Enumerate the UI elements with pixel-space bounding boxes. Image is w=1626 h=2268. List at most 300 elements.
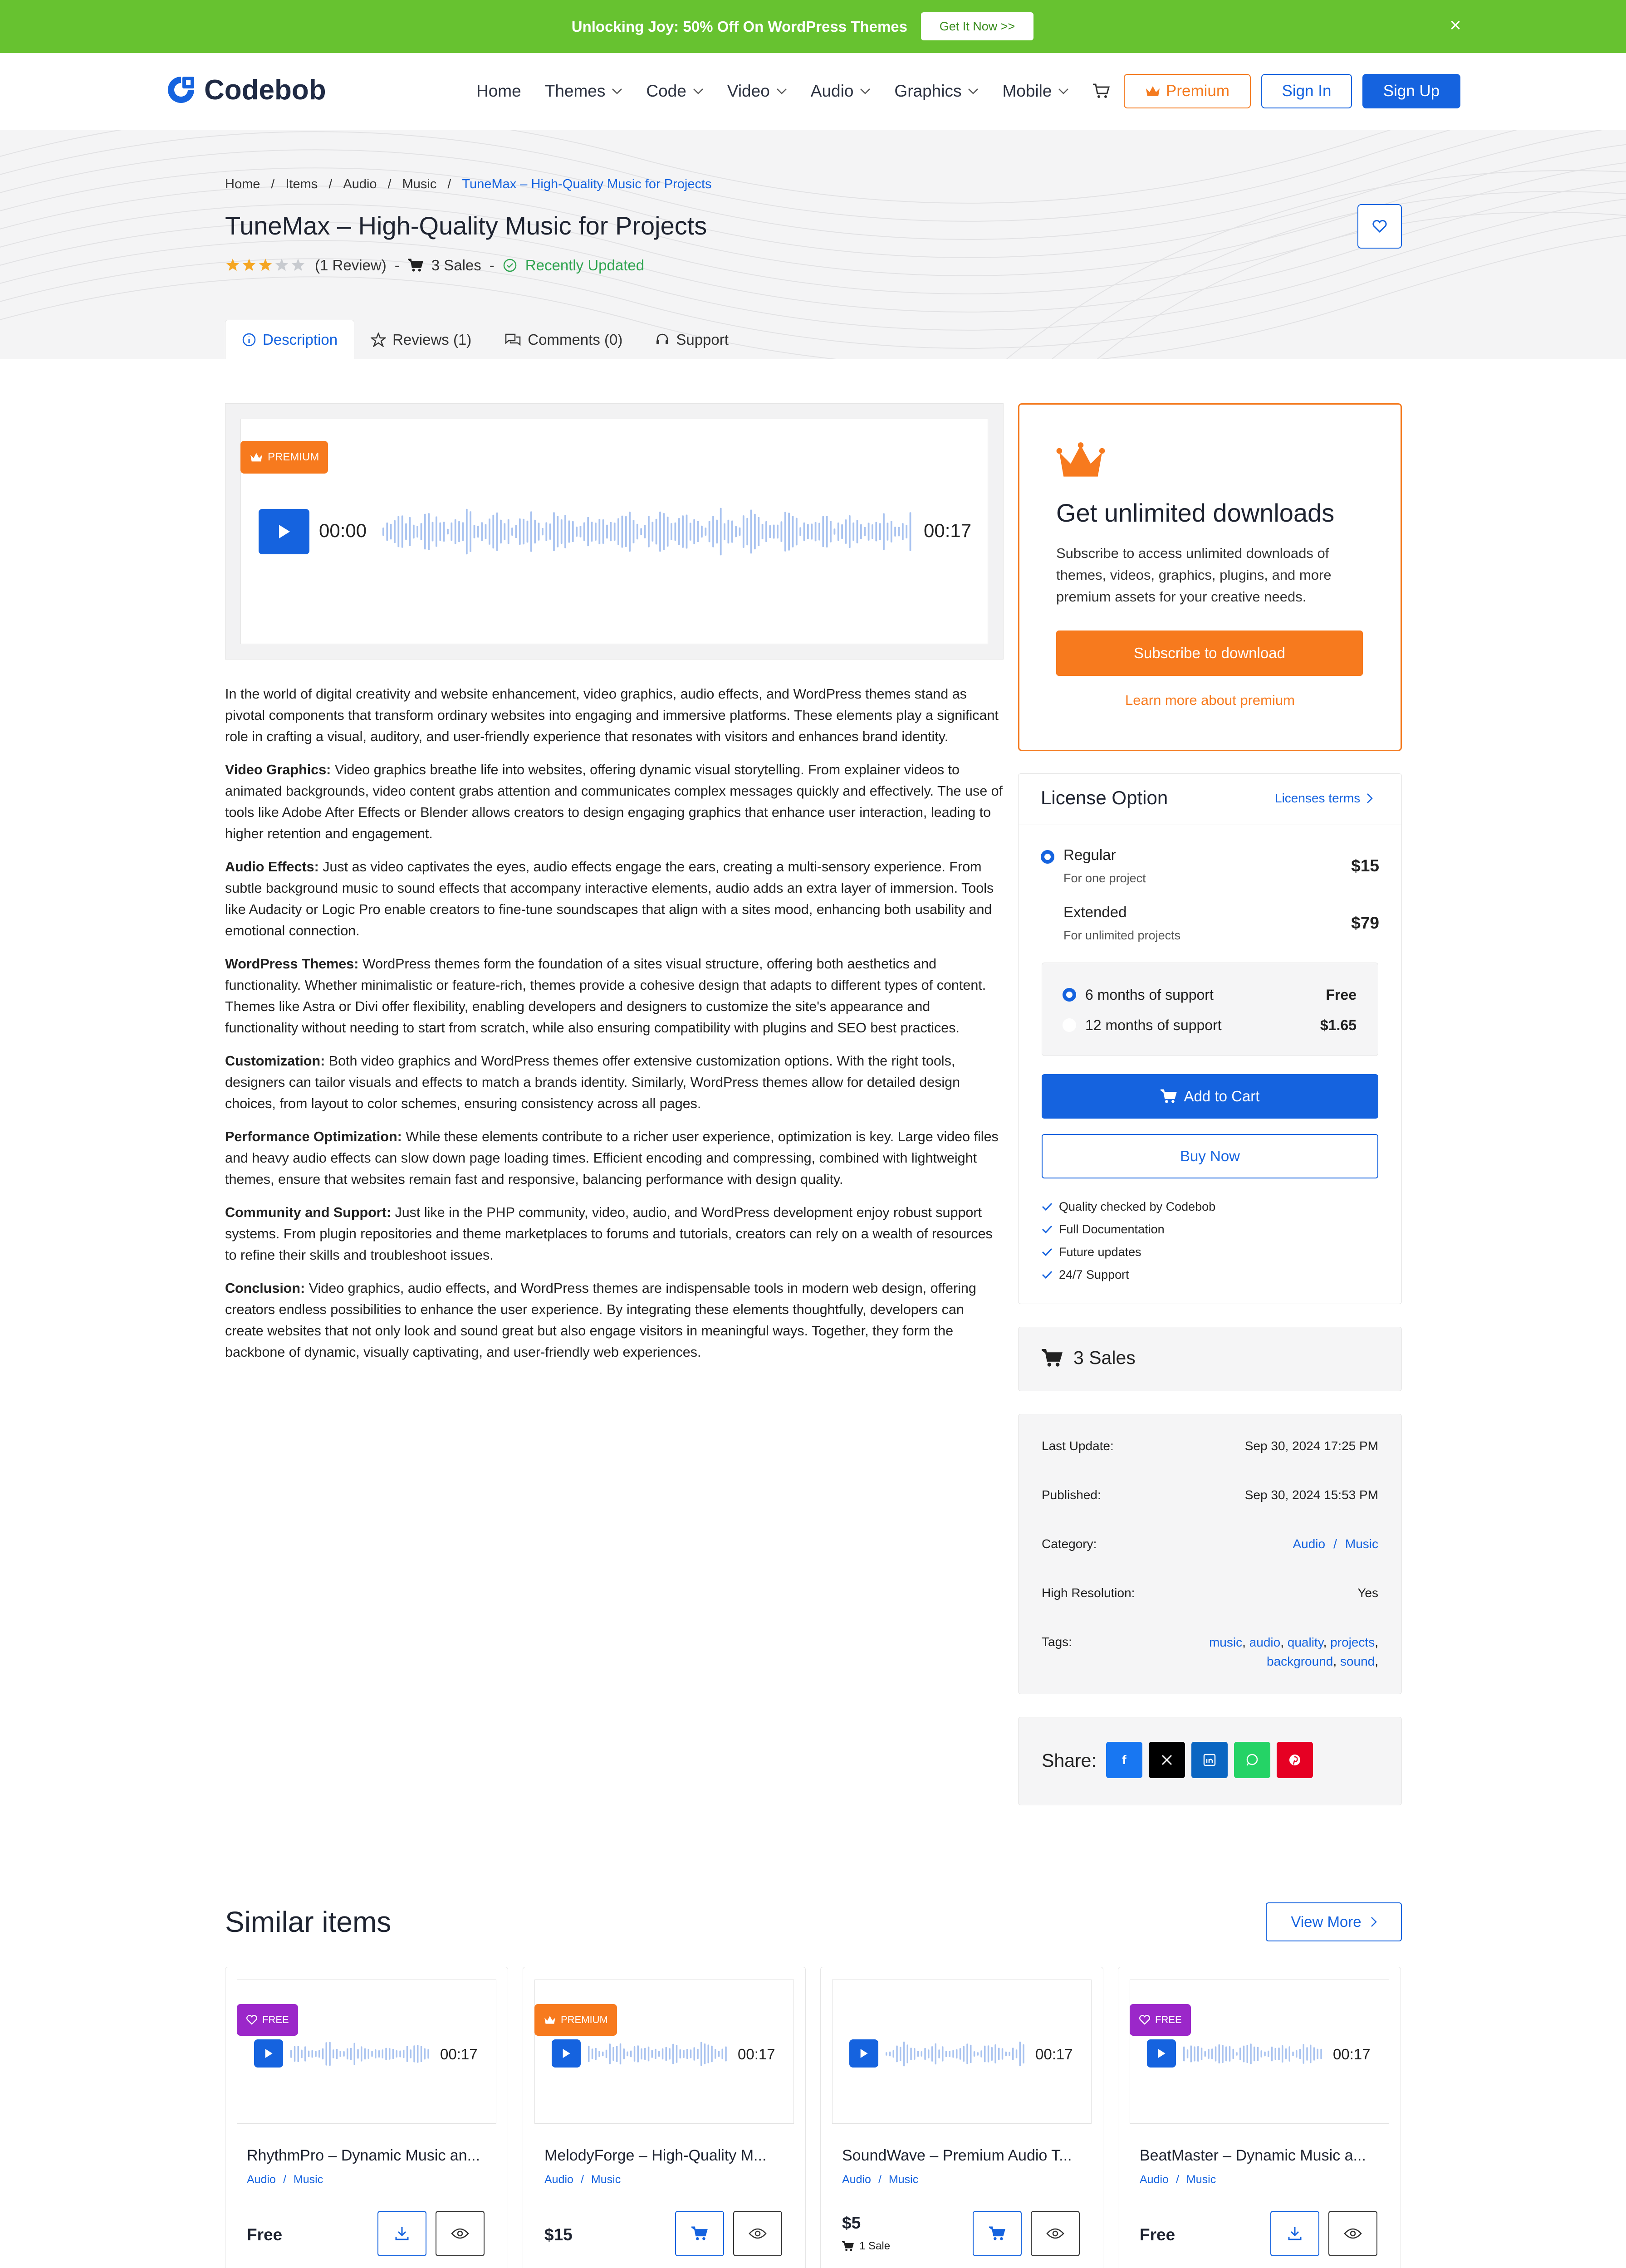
nav-video[interactable] <box>727 82 787 101</box>
waveform-bar <box>718 2051 720 2057</box>
crown-icon <box>544 2015 556 2025</box>
play-button[interactable] <box>1147 2039 1176 2068</box>
tab-description[interactable] <box>225 320 354 359</box>
waveform-bar <box>406 2046 408 2062</box>
description-section <box>225 856 1004 942</box>
waveform-bar <box>701 526 703 538</box>
play-button[interactable] <box>259 509 309 554</box>
feature-label: 24/7 Support <box>1059 1268 1129 1281</box>
waveform-bar <box>397 516 399 547</box>
breadcrumb-home[interactable]: Home <box>225 177 260 191</box>
close-icon[interactable]: × <box>1450 14 1461 36</box>
waveform-bar <box>436 517 437 547</box>
waveform-bar <box>903 2042 905 2067</box>
waveform-bar <box>807 524 809 539</box>
waveform-bar <box>758 517 759 546</box>
waveform-bar <box>432 522 434 542</box>
waveform-bar <box>392 2049 394 2059</box>
section-title: Performance Optimization: <box>225 1129 402 1144</box>
category-link[interactable]: Music <box>591 2173 621 2186</box>
detail-hires <box>1042 1586 1378 1600</box>
review-count[interactable]: (1 Review) <box>315 257 387 274</box>
preview-button[interactable] <box>1031 2211 1080 2256</box>
check-icon <box>1042 1270 1053 1279</box>
waveform-bar <box>891 521 892 543</box>
detail-last-update <box>1042 1439 1378 1453</box>
waveform-bar <box>690 2049 692 2058</box>
waveform-bar <box>1239 2048 1241 2060</box>
waveform-bar <box>1292 2052 1294 2056</box>
waveform-bar <box>1233 2049 1234 2059</box>
waveform-bar <box>743 515 744 548</box>
premium-title: Get unlimited downloads <box>1056 499 1335 527</box>
waveform-bar <box>602 2052 604 2057</box>
waveform-bar <box>598 519 600 544</box>
waveform-bar <box>991 2047 993 2061</box>
category-link[interactable]: Audio <box>247 2173 276 2186</box>
breadcrumb-current: TuneMax – High-Quality Music for Projects <box>462 177 712 191</box>
item-description <box>225 684 1004 1375</box>
duration: 00:17 <box>440 2046 478 2063</box>
badge-label: FREE <box>262 2014 289 2025</box>
waveform-bar <box>949 2051 951 2057</box>
breadcrumb <box>225 177 712 192</box>
waveform-bar <box>617 518 619 545</box>
waveform-bar <box>694 2047 695 2061</box>
waveform-bar <box>792 516 794 547</box>
support-options <box>1042 963 1378 1056</box>
buy-now-button[interactable]: Buy Now <box>1042 1134 1378 1178</box>
category-link[interactable]: Music <box>1345 1537 1378 1551</box>
category-link[interactable]: Music <box>1186 2173 1216 2186</box>
waveform-bar <box>711 2046 713 2063</box>
waveform-bar <box>576 527 578 537</box>
nav-graphics[interactable] <box>894 82 979 101</box>
waveform-bar <box>671 523 672 540</box>
waveform-bar <box>519 518 521 545</box>
waveform-bar <box>700 2042 702 2066</box>
waveform-bar <box>994 2044 996 2063</box>
category-link[interactable]: Audio <box>842 2173 871 2186</box>
waveform-bar <box>682 515 684 547</box>
waveform-bar <box>1303 2044 1305 2064</box>
play-button[interactable] <box>254 2039 283 2068</box>
waveform-bar <box>595 523 597 541</box>
detail-value: Yes <box>1357 1586 1378 1600</box>
download-icon <box>394 2226 410 2241</box>
chevron-down-icon <box>1058 88 1069 94</box>
waveform-bar <box>656 519 657 545</box>
waveform-bar <box>712 516 714 547</box>
waveform-bar <box>399 2051 401 2058</box>
chevron-down-icon <box>860 88 871 94</box>
premium-button[interactable] <box>1124 74 1251 108</box>
item-category <box>842 2173 918 2186</box>
waveform-bar <box>588 2046 590 2062</box>
waveform-bar <box>357 2049 359 2059</box>
share-facebook[interactable] <box>1106 1742 1142 1778</box>
waveform-bar <box>394 520 396 543</box>
waveform-bar <box>655 2049 656 2059</box>
waveform-bar <box>715 2049 716 2058</box>
tag-link[interactable]: sound <box>1340 1654 1375 1668</box>
waveform-bar <box>389 2048 391 2059</box>
support-price: Free <box>1326 987 1357 1003</box>
nav-themes[interactable] <box>545 82 623 101</box>
waveform-bar <box>1005 2052 1007 2057</box>
waveform-bar <box>409 517 411 546</box>
waveform-bar <box>683 2050 685 2058</box>
waveform-bar <box>405 523 407 540</box>
waveform-bar <box>910 2048 912 2060</box>
category-separator: / <box>878 2173 882 2186</box>
waveform-bar <box>1275 2048 1277 2060</box>
whatsapp-icon <box>1245 1753 1259 1767</box>
breadcrumb-audio[interactable]: Audio <box>343 177 377 191</box>
radio-regular[interactable] <box>1041 850 1054 864</box>
waveform-bar <box>1282 2045 1283 2063</box>
waveform-bar <box>1247 2045 1249 2063</box>
support-label: 6 months of support <box>1085 987 1214 1003</box>
tab-support[interactable] <box>639 320 745 359</box>
tab-comments[interactable] <box>488 320 639 359</box>
waveform-bar <box>658 2051 660 2057</box>
waveform-bar <box>697 521 699 542</box>
tag-link[interactable]: background <box>1267 1654 1333 1668</box>
license-name: Regular <box>1063 846 1116 863</box>
waveform-bar <box>686 515 688 549</box>
breadcrumb-separator: / <box>387 177 392 191</box>
breadcrumb-items[interactable]: Items <box>285 177 318 191</box>
waveform-bar <box>610 522 612 542</box>
category-link[interactable]: Music <box>888 2173 919 2186</box>
promo-button[interactable]: Get It Now >> <box>921 12 1033 40</box>
waveform-bar <box>788 513 790 551</box>
section-title: Conclusion: <box>225 1281 305 1296</box>
free-badge <box>1130 2004 1191 2036</box>
waveform-bar <box>902 523 904 540</box>
waveform-bar <box>591 522 593 542</box>
free-badge <box>237 2004 298 2036</box>
add-to-cart-button[interactable] <box>1042 1074 1378 1119</box>
waveform-bar <box>304 2046 306 2061</box>
category-links <box>1293 1537 1378 1551</box>
waveform-bar <box>403 2050 405 2058</box>
eye-icon <box>1046 2227 1064 2240</box>
check-icon <box>1042 1202 1053 1211</box>
waveform-bar <box>735 526 737 538</box>
section-title: Audio Effects: <box>225 859 319 875</box>
waveform-bar <box>837 523 839 541</box>
waveform-bar <box>648 2047 650 2062</box>
feature-item <box>1042 1263 1215 1286</box>
detail-value: Sep 30, 2024 15:53 PM <box>1244 1488 1378 1502</box>
waveform-bar <box>545 522 547 541</box>
waveform-bar <box>826 516 828 547</box>
feature-list <box>1042 1195 1215 1286</box>
radio-extended[interactable] <box>1041 907 1054 921</box>
comments-icon <box>504 332 521 347</box>
tab-label: Description <box>263 331 338 348</box>
waveform[interactable] <box>1183 2041 1324 2067</box>
waveform-bar <box>315 2051 317 2057</box>
waveform[interactable] <box>382 507 913 556</box>
tag-link[interactable]: projects <box>1330 1635 1375 1649</box>
waveform-bar <box>508 519 509 544</box>
waveform-bar <box>572 521 574 542</box>
item-title[interactable]: SoundWave – Premium Audio T... <box>842 2147 1072 2164</box>
waveform[interactable] <box>886 2041 1026 2067</box>
category-separator: / <box>283 2173 286 2186</box>
section-title: Community and Support: <box>225 1205 391 1220</box>
nav-label: Audio <box>810 82 854 100</box>
waveform-bar <box>879 523 881 540</box>
waveform[interactable] <box>290 2041 431 2067</box>
detail-label: Last Update: <box>1042 1439 1114 1453</box>
waveform-bar <box>777 525 779 539</box>
waveform-bar <box>935 2043 937 2065</box>
nav-audio[interactable] <box>811 82 871 101</box>
site-logo[interactable] <box>166 74 326 106</box>
preview-button[interactable] <box>1328 2211 1377 2256</box>
star-filled-icon <box>243 259 256 271</box>
waveform-bar <box>620 2043 622 2064</box>
preview-button[interactable] <box>436 2211 485 2256</box>
category-link[interactable]: Music <box>293 2173 323 2186</box>
button-label: Add to Cart <box>1184 1088 1260 1105</box>
waveform-bar <box>378 2050 380 2058</box>
waveform-bar <box>534 520 536 544</box>
category-separator: / <box>1333 1537 1337 1551</box>
waveform-bar <box>1271 2047 1273 2062</box>
waveform-bar <box>402 515 403 547</box>
cart-icon <box>1161 1089 1177 1104</box>
waveform-bar <box>568 520 570 543</box>
premium-badge <box>534 2004 617 2036</box>
tab-label: Support <box>676 331 729 348</box>
waveform-bar <box>1243 2046 1245 2063</box>
subscribe-download-button[interactable]: Subscribe to download <box>1056 631 1363 676</box>
waveform-bar <box>1306 2047 1308 2061</box>
waveform-bar <box>1190 2045 1192 2062</box>
cart-button[interactable] <box>1092 83 1110 99</box>
waveform-bar <box>1002 2048 1004 2059</box>
category-link[interactable]: Audio <box>1293 1537 1326 1551</box>
section-text: WordPress themes form the foundation of a sites visual structure, offering both aesthetics and functionality. Whether minimalistic or feature-rich, themes provide a cohesive design that adapts to different types of content. Themes like Astra or Divi offer flexibility, enabling developers and designers to customize the site's appearance and functionality without needing to start from scratch, while also ensuring compatibility with plugins and SEO best practices. <box>225 956 986 1036</box>
waveform-bar <box>648 516 650 547</box>
waveform-bar <box>697 2049 699 2059</box>
waveform[interactable] <box>588 2041 729 2067</box>
waveform-bar <box>485 524 487 539</box>
waveform-bar <box>1278 2048 1280 2060</box>
sign-in-button[interactable]: Sign In <box>1261 74 1352 108</box>
waveform-bar <box>549 523 551 540</box>
learn-premium-link[interactable]: Learn more about premium <box>1125 692 1295 708</box>
waveform-bar <box>754 514 756 550</box>
share-x[interactable] <box>1149 1742 1185 1778</box>
item-title[interactable]: MelodyForge – High-Quality M... <box>544 2147 767 2164</box>
waveform-bar <box>666 2047 667 2061</box>
item-sales <box>842 2240 890 2253</box>
waveform-bar <box>720 508 722 556</box>
waveform-bar <box>1012 2048 1014 2060</box>
tag-link[interactable]: quality <box>1287 1635 1323 1649</box>
radio-support-6[interactable] <box>1063 988 1076 1002</box>
waveform-bar <box>523 519 524 545</box>
waveform-bar <box>1219 2044 1220 2063</box>
waveform-bar <box>1016 2049 1018 2058</box>
nav-home[interactable] <box>476 82 521 101</box>
share-whatsapp[interactable] <box>1234 1742 1270 1778</box>
waveform-bar <box>622 516 623 548</box>
info-icon <box>242 332 256 347</box>
radio-support-12[interactable] <box>1063 1018 1076 1032</box>
waveform-bar <box>557 516 558 547</box>
star-empty-icon <box>275 259 289 271</box>
support-label: 12 months of support <box>1085 1017 1222 1033</box>
waveform-bar <box>1211 2048 1213 2059</box>
item-title[interactable]: BeatMaster – Dynamic Music a... <box>1140 2147 1366 2164</box>
logo-text: Codebob <box>204 74 326 106</box>
favorite-button[interactable] <box>1357 204 1402 249</box>
item-title[interactable]: RhythmPro – Dynamic Music an... <box>247 2147 480 2164</box>
waveform-bar <box>998 2048 1000 2060</box>
check-circle-icon <box>503 258 517 273</box>
waveform-bar <box>542 528 544 535</box>
waveform-bar <box>439 523 441 541</box>
waveform-bar <box>616 2046 618 2062</box>
waveform-bar <box>637 2045 639 2063</box>
category-link[interactable]: Audio <box>544 2173 573 2186</box>
waveform-bar <box>640 528 642 535</box>
waveform-bar <box>396 2050 398 2058</box>
license-terms-link[interactable] <box>1275 791 1373 806</box>
waveform-bar <box>644 525 646 538</box>
waveform-bar <box>375 2049 377 2058</box>
nav-label: Graphics <box>894 82 962 100</box>
cart-icon <box>691 2226 708 2241</box>
item-category <box>1140 2173 1216 2186</box>
waveform-bar <box>322 2048 324 2060</box>
heart-icon <box>1372 220 1387 233</box>
waveform-bar <box>424 2048 426 2060</box>
waveform-bar <box>350 2048 352 2060</box>
meta-separator: - <box>394 257 400 274</box>
waveform-bar <box>470 511 471 552</box>
waveform-bar <box>857 520 858 543</box>
nav-mobile[interactable] <box>1002 82 1069 101</box>
detail-label: High Resolution: <box>1042 1586 1135 1600</box>
badge-label: FREE <box>1155 2014 1182 2025</box>
play-button[interactable] <box>552 2039 581 2068</box>
waveform-bar <box>796 518 798 546</box>
chevron-down-icon <box>612 88 622 94</box>
waveform-bar <box>894 527 896 537</box>
waveform-bar <box>942 2046 944 2061</box>
breadcrumb-music[interactable]: Music <box>402 177 437 191</box>
waveform-bar <box>504 523 505 540</box>
tab-reviews[interactable] <box>354 320 488 359</box>
waveform-bar <box>852 523 854 541</box>
sign-up-button[interactable]: Sign Up <box>1362 74 1460 108</box>
tab-label: Comments (0) <box>528 331 623 348</box>
waveform-bar <box>690 523 691 540</box>
crown-icon <box>250 452 263 463</box>
waveform-bar <box>728 520 730 543</box>
waveform-bar <box>580 526 582 537</box>
play-button[interactable] <box>849 2039 878 2068</box>
star-filled-icon <box>259 259 272 271</box>
waveform-bar <box>868 523 870 541</box>
license-desc: For unlimited projects <box>1063 929 1181 942</box>
play-icon <box>562 2048 571 2059</box>
item-price: $15 <box>544 2225 573 2244</box>
waveform-bar <box>864 527 866 537</box>
waveform-bar <box>583 523 585 541</box>
feature-item <box>1042 1195 1215 1218</box>
waveform-bar <box>644 2048 646 2060</box>
waveform-bar <box>977 2052 979 2056</box>
waveform-bar <box>500 520 502 544</box>
waveform-bar <box>298 2046 299 2062</box>
waveform-bar <box>595 2048 597 2060</box>
nav-label: Code <box>646 82 686 100</box>
headset-icon <box>655 332 670 347</box>
check-icon <box>1042 1225 1053 1234</box>
download-button[interactable] <box>377 2211 426 2256</box>
waveform-bar <box>602 519 604 544</box>
description-section <box>225 1278 1004 1363</box>
waveform-bar <box>988 2045 989 2062</box>
waveform-bar <box>612 2047 614 2061</box>
add-to-cart-button[interactable] <box>973 2211 1022 2256</box>
section-text: Just like in the PHP community, video, audio, and WordPress development enjoy robust support systems. From plugin repositories and theme marketplaces to forums and tutorials, creators can rely on a wealth of resources to refine their skills and troubleshoot issues. <box>225 1205 993 1263</box>
download-button[interactable] <box>1270 2211 1319 2256</box>
add-to-cart-button[interactable] <box>675 2211 724 2256</box>
facebook-icon: f <box>1122 1753 1126 1767</box>
share-linkedin[interactable] <box>1191 1742 1228 1778</box>
tag-link[interactable]: audio <box>1249 1635 1281 1649</box>
waveform-bar <box>1296 2050 1298 2058</box>
tag-link[interactable]: music <box>1209 1635 1243 1649</box>
waveform-bar <box>928 2049 930 2058</box>
waveform-bar <box>725 2047 727 2062</box>
waveform-bar <box>1222 2045 1224 2063</box>
waveform-bar <box>724 523 725 540</box>
waveform-bar <box>984 2046 986 2063</box>
nav-code[interactable] <box>646 82 703 101</box>
waveform-bar <box>336 2049 338 2059</box>
waveform-bar <box>883 513 885 550</box>
view-more-button[interactable] <box>1266 1902 1402 1941</box>
check-icon <box>1042 1247 1053 1256</box>
waveform-bar <box>382 528 384 536</box>
category-link[interactable]: Audio <box>1140 2173 1169 2186</box>
license-price: $15 <box>1351 856 1379 875</box>
feature-label: Future updates <box>1059 1245 1141 1259</box>
waveform-bar <box>318 2050 320 2058</box>
waveform-bar <box>1019 2042 1021 2067</box>
waveform-bar <box>815 522 817 542</box>
cart-icon <box>408 259 423 272</box>
badge-label: PREMIUM <box>561 2014 608 2025</box>
waveform-bar <box>896 2046 898 2063</box>
preview-button[interactable] <box>733 2211 782 2256</box>
share-pinterest[interactable] <box>1277 1742 1313 1778</box>
waveform-bar <box>1268 2051 1269 2057</box>
waveform-bar <box>811 523 813 539</box>
waveform-bar <box>963 2046 965 2062</box>
